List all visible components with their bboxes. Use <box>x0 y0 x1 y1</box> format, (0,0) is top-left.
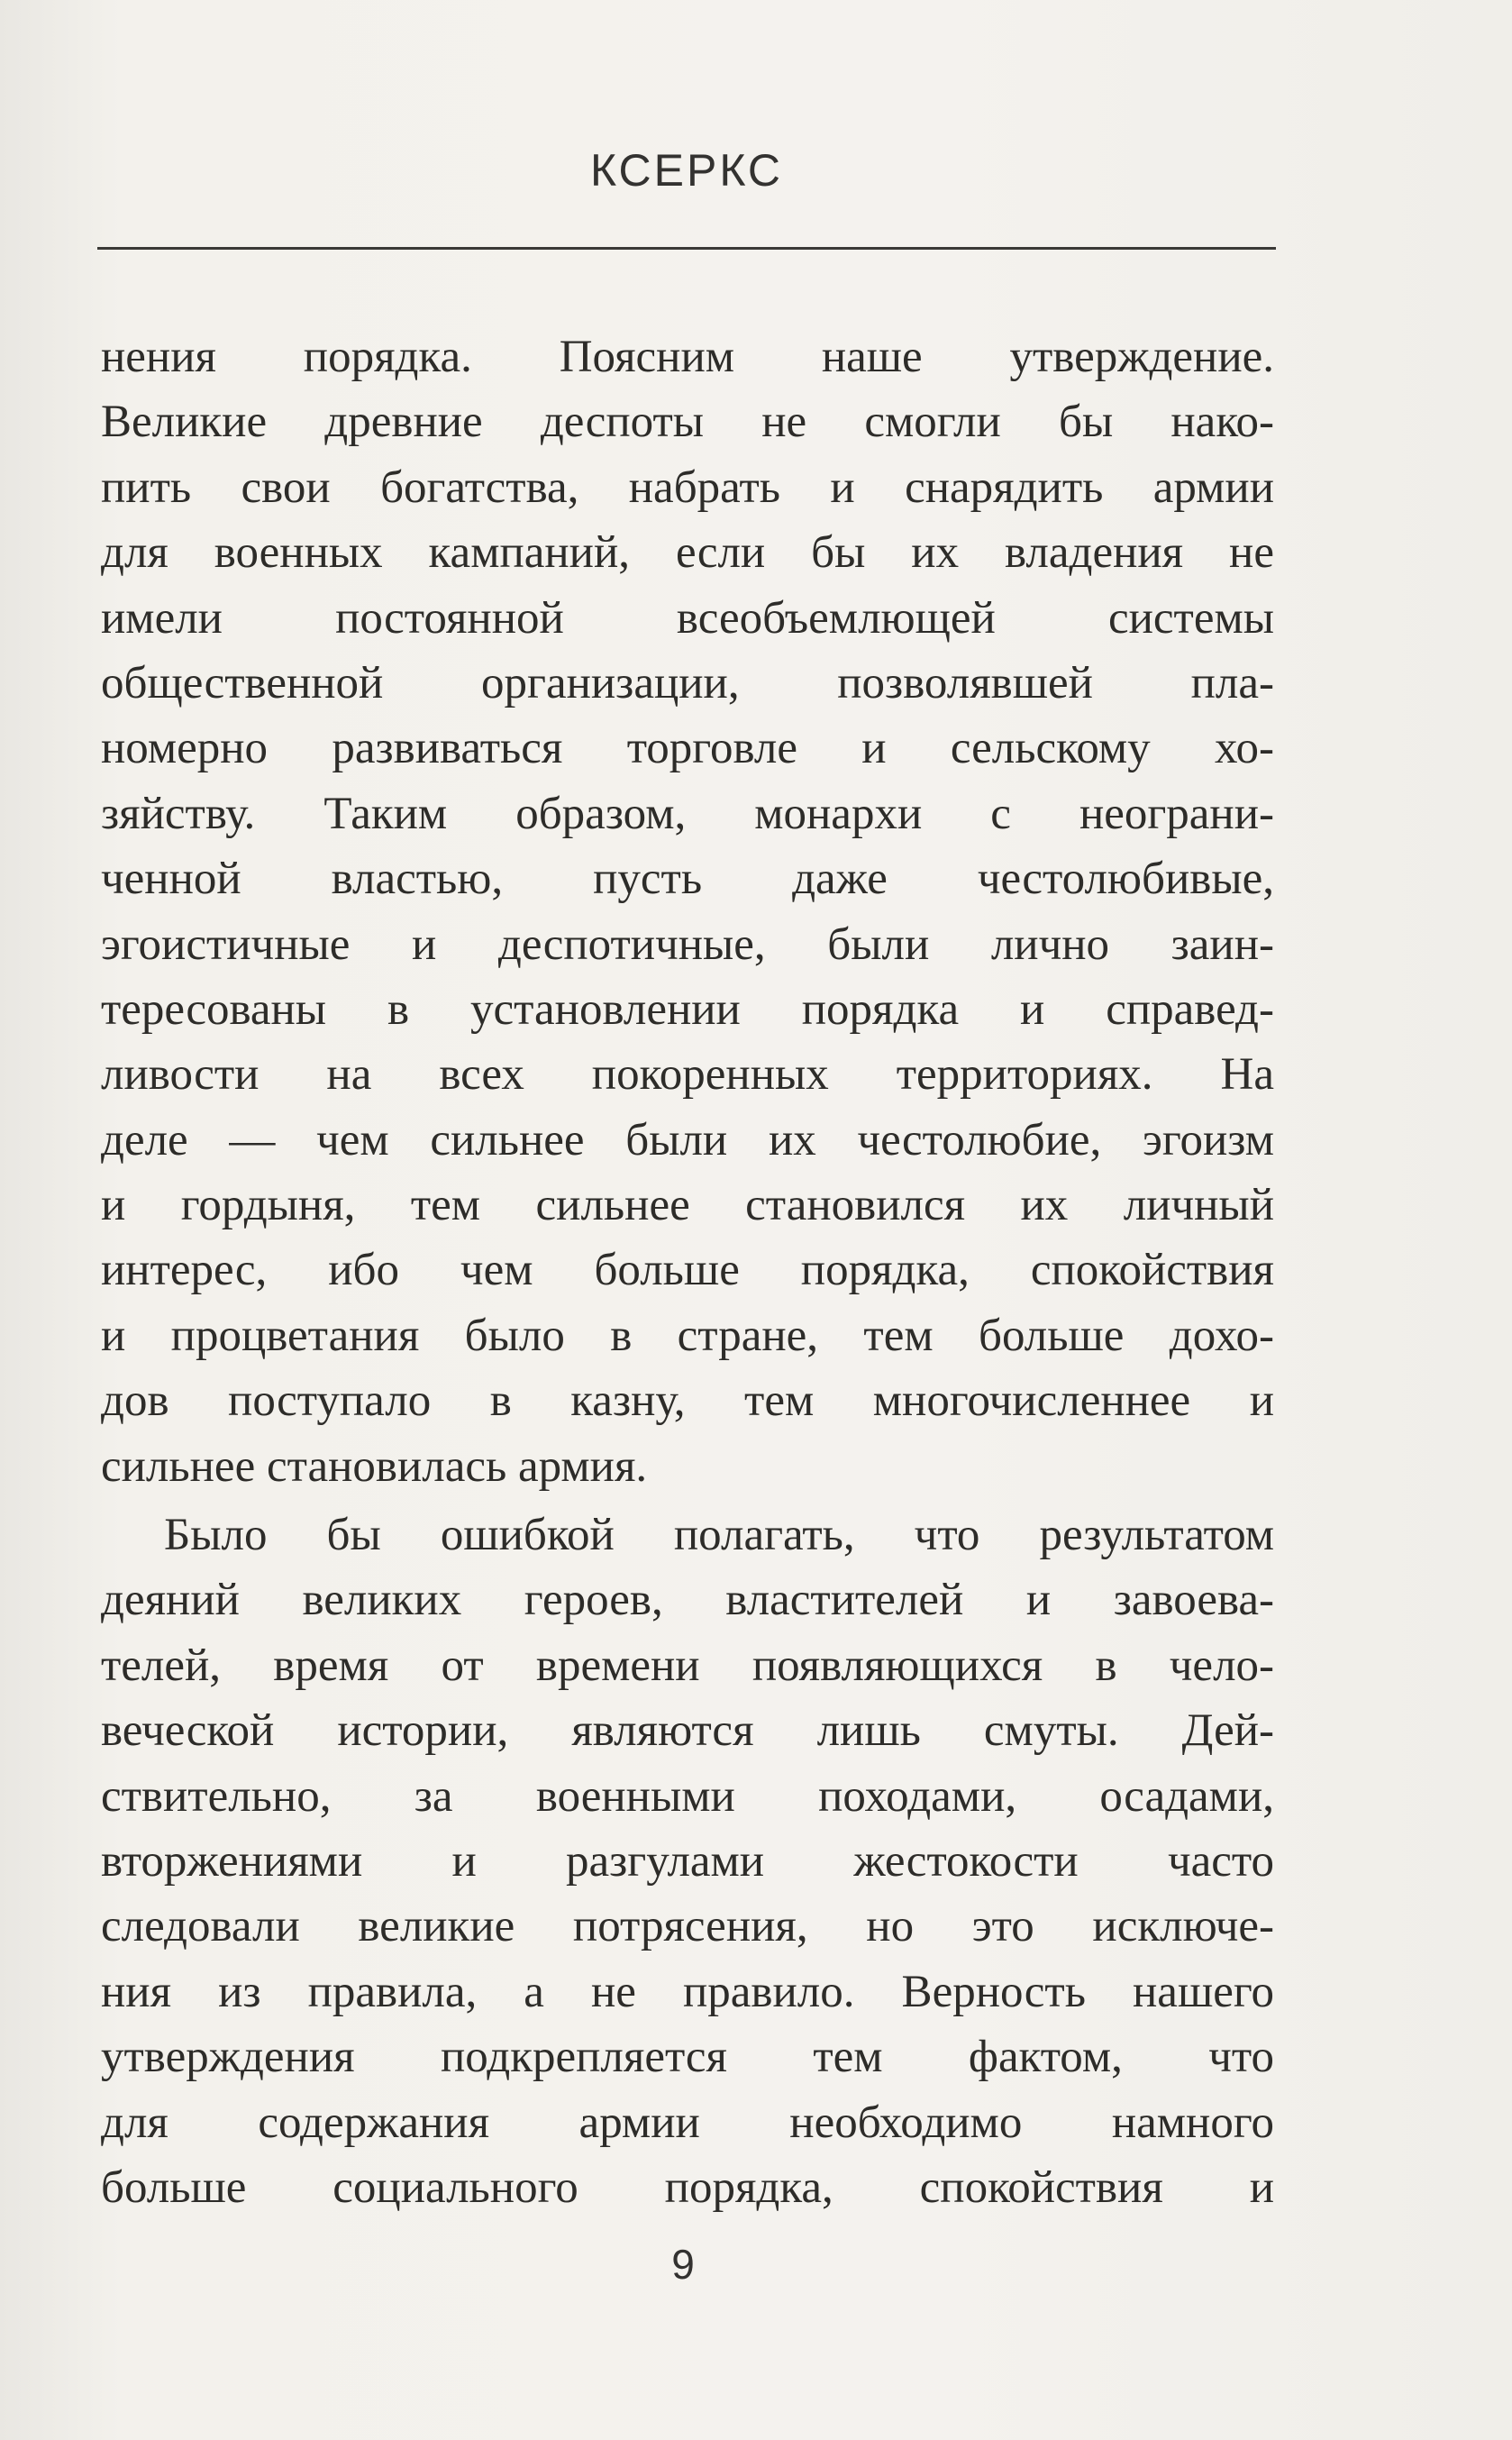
text-line: Было бы ошибкой полагать, что результатом <box>164 1510 1274 1561</box>
text-line: сильнее становилась армия. <box>101 1440 648 1492</box>
text-line: номерно развиваться торговле и сельскому хо- <box>101 723 1274 774</box>
text-line: пить свои богатства, набрать и снарядить армии <box>101 461 1274 513</box>
text-line: для военных кампаний, если бы их владения не <box>101 527 1274 579</box>
body-text <box>101 324 1274 2220</box>
text-line: для содержания армии необходимо намного <box>101 2097 1274 2148</box>
text-line: ченной властью, пусть даже честолюбивые, <box>101 854 1274 905</box>
paragraph-1 <box>101 324 1274 1499</box>
page-number: 9 <box>671 2241 695 2288</box>
text-line: ния из правила, а не правило. Верность нашего <box>101 1966 1274 2017</box>
text-line: и процветания было в стране, тем больше дохо- <box>101 1310 1274 1361</box>
text-line: нения порядка. Поясним наше утверждение. <box>101 332 1274 382</box>
text-line: тересованы в установлении порядка и справед- <box>101 983 1274 1035</box>
text-line: ствительно, за военными походами, осадами, <box>101 1770 1274 1822</box>
text-line: общественной организации, позволявшей пла- <box>101 657 1274 708</box>
paragraph-2 <box>101 1503 1274 2220</box>
text-line: вторжениями и разгулами жестокости часто <box>101 1835 1274 1887</box>
text-line: дов поступало в казну, тем многочисленнее и <box>101 1375 1274 1427</box>
text-line: зяйству. Таким образом, монархи с неограни- <box>101 788 1274 839</box>
text-line: ливости на всех покоренных территориях. На <box>101 1049 1274 1101</box>
text-line: следовали великие потрясения, но это исключе- <box>101 1901 1274 1952</box>
running-head: КСЕРКС <box>589 145 784 196</box>
header-rule <box>97 247 1276 250</box>
text-line: утверждения подкрепляется тем фактом, что <box>101 2032 1274 2083</box>
text-line: и гордыня, тем сильнее становился их личный <box>101 1180 1274 1231</box>
text-line: эгоистичные и деспотичные, были лично заин- <box>101 918 1274 970</box>
text-line: деле — чем сильнее были их честолюбие, эгоизм <box>101 1114 1274 1165</box>
text-line: имели постоянной всеобъемлющей системы <box>101 592 1274 644</box>
text-line: веческой истории, являются лишь смуты. Дей- <box>101 1705 1274 1757</box>
text-line: Великие древние деспоты не смогли бы нако- <box>101 397 1274 448</box>
text-line: деяний великих героев, властителей и завоева- <box>101 1575 1274 1626</box>
text-line: больше социального порядка, спокойствия и <box>101 2161 1274 2213</box>
text-line: телей, время от времени появляющихся в чело- <box>101 1640 1274 1691</box>
text-line: интерес, ибо чем больше порядка, спокойствия <box>101 1245 1274 1296</box>
